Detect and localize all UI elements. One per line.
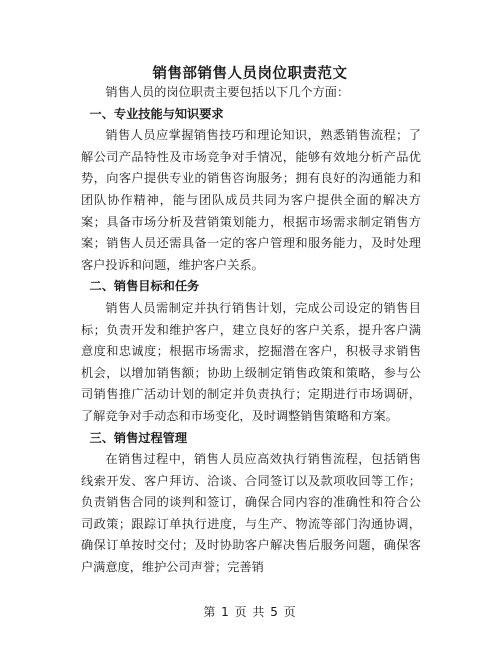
section-heading-process: 三、销售过程管理 (89, 430, 188, 445)
intro-paragraph: 销售人员的岗位职责主要包括以下几个方面： (105, 85, 350, 99)
document-body (81, 82, 421, 579)
section-body-targets: 销售人员需制定并执行销售计划，完成公司设定的销售目标；负责开发和维护客户，建立良好的客户关系，提升客户满意度和忠诚度；根据市场需求，挖掘潜在客户，积极寻求销售机会，以增加销售额；协助上级制定销售政策和策略，参与公司销售推广活动计划的制定并负责执行；定期进行市场调研，了解竞争对手动态和市场变化，及时调整销售策略和方案。 (81, 300, 421, 423)
section-body-process: 在销售过程中，销售人员应高效执行销售流程，包括销售线索开发、客户拜访、洽谈、合同签订以及款项收回等工作；负责销售合同的谈判和签订，确保合同内容的准确性和符合公司政策；跟踪订单执行进度，与生产、物流等部门沟通协调，确保订单按时交付；及时协助客户解决售后服务问题，确保客户满意度，维护公司声誉；完善销 (81, 452, 421, 575)
section-heading-targets: 二、销售目标和任务 (89, 279, 200, 294)
section-heading-skills: 一、专业技能与知识要求 (89, 106, 224, 121)
section-body-skills: 销售人员应掌握销售技巧和理论知识，熟悉销售流程；了解公司产品特性及市场竞争对手情况，能够有效地分析产品优势，向客户提供专业的销售咨询服务；拥有良好的沟通能力和团队协作精神，能与团队成员共同为客户提供全面的解决方案；具备市场分析及营销策划能力，根据市场需求制定销售方案；销售人员还需具备一定的客户管理和服务能力，及时处理客户投诉和问题，维护客户关系。 (81, 128, 421, 272)
page-number: 第 1 页 共 5 页 (203, 605, 297, 619)
document-title: 销售部销售人员岗位职责范文 (152, 66, 348, 82)
